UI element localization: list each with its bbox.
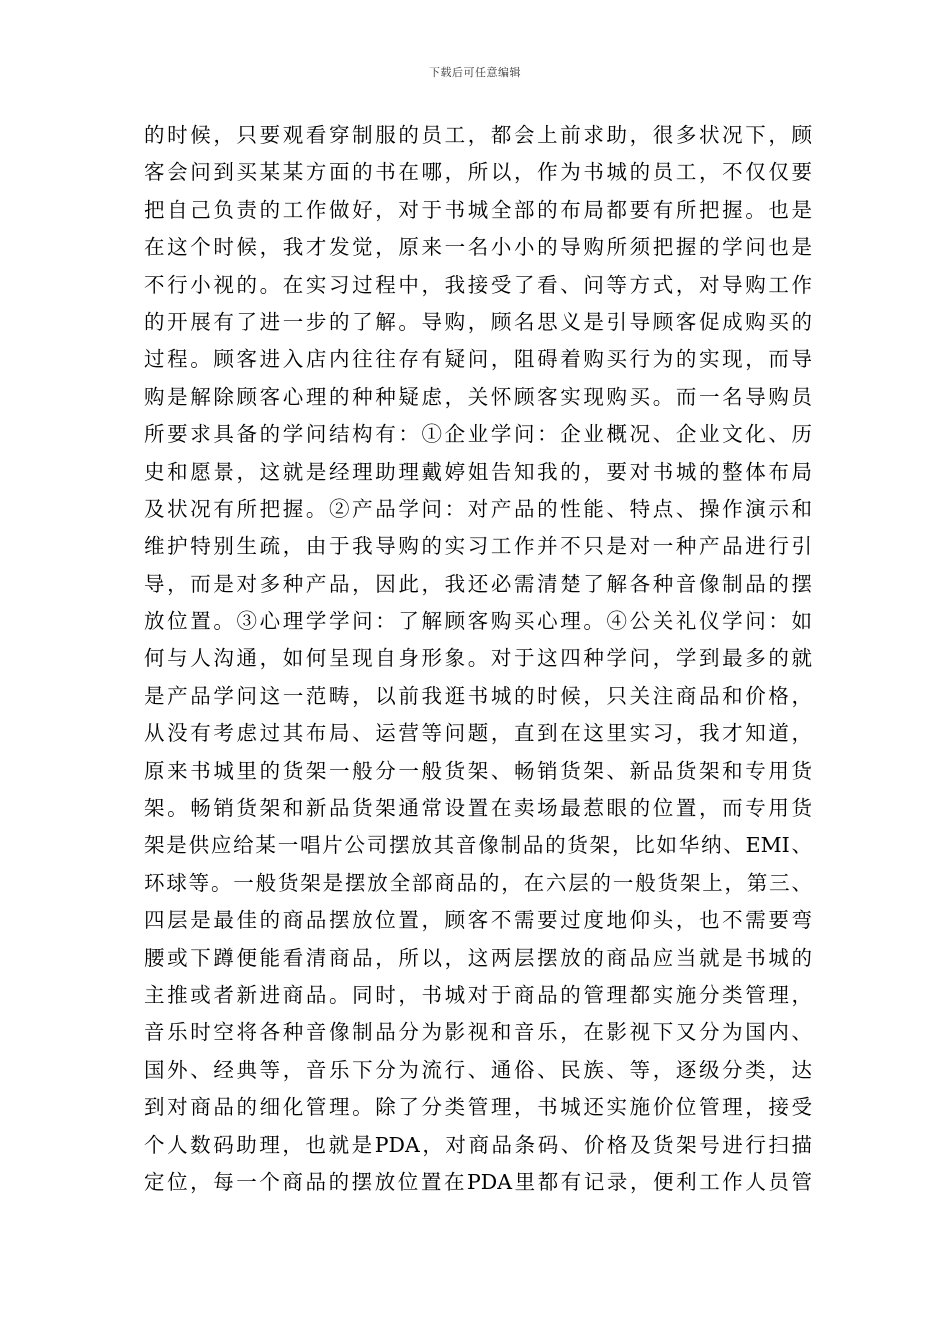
text-line: 过程。顾客进入店内往往存有疑问，阻碍着购买行为的实现，而导 <box>144 347 812 372</box>
text-line: 及状况有所把握。②产品学问：对产品的性能、特点、操作演示和 <box>144 496 812 521</box>
text-line: 的开展有了进一步的了解。导购，顾名思义是引导顾客促成购买的 <box>144 309 812 334</box>
text-line: 音乐时空将各种音像制品分为影视和音乐，在影视下又分为国内、 <box>144 1020 812 1045</box>
text-line: 个人数码助理，也就是PDA，对商品条码、价格及货架号进行扫描 <box>144 1132 812 1157</box>
text-line: 到对商品的细化管理。除了分类管理，书城还实施价位管理，接受 <box>144 1095 812 1120</box>
text-line: 客会问到买某某方面的书在哪，所以，作为书城的员工，不仅仅要 <box>144 160 812 185</box>
text-line: 原来书城里的货架一般分一般货架、畅销货架、新品货架和专用货 <box>144 758 812 783</box>
text-line: 主推或者新进商品。同时，书城对于商品的管理都实施分类管理， <box>144 982 812 1007</box>
text-line: 架。畅销货架和新品货架通常设置在卖场最惹眼的位置，而专用货 <box>144 796 812 821</box>
page-header: 下载后可任意编辑 <box>429 66 521 79</box>
text-line: 环球等。一般货架是摆放全部商品的，在六层的一般货架上，第三、 <box>144 870 812 895</box>
body-text <box>144 117 812 1201</box>
text-line: 四层是最佳的商品摆放位置，顾客不需要过度地仰头，也不需要弯 <box>144 908 812 933</box>
text-line: 国外、经典等，音乐下分为流行、通俗、民族、等，逐级分类，达 <box>144 1057 812 1082</box>
text-line: 导，而是对多种产品，因此，我还必需清楚了解各种音像制品的摆 <box>144 571 812 596</box>
text-line: 从没有考虑过其布局、运营等问题，直到在这里实习，我才知道， <box>144 721 812 746</box>
text-line: 架是供应给某一唱片公司摆放其音像制品的货架，比如华纳、EMI、 <box>144 833 812 858</box>
text-line: 放位置。③心理学学问：了解顾客购买心理。④公关礼仪学问：如 <box>144 609 812 634</box>
text-line: 在这个时候，我才发觉，原来一名小小的导购所须把握的学问也是 <box>144 235 812 260</box>
text-line: 不行小视的。在实习过程中，我接受了看、问等方式，对导购工作 <box>144 272 812 297</box>
text-line: 何与人沟通，如何呈现自身形象。对于这四种学问，学到最多的就 <box>144 646 812 671</box>
text-line: 的时候，只要观看穿制服的员工，都会上前求助，很多状况下，顾 <box>144 123 812 147</box>
text-line: 定位，每一个商品的摆放位置在PDA里都有记录，便利工作人员管 <box>144 1169 812 1194</box>
text-line: 维护特别生疏，由于我导购的实习工作并不只是对一种产品进行引 <box>144 534 812 559</box>
text-line: 把自己负责的工作做好，对于书城全部的布局都要有所把握。也是 <box>144 197 812 222</box>
text-line: 所要求具备的学问结构有：①企业学问：企业概况、企业文化、历 <box>144 422 812 447</box>
text-line: 是产品学问这一范畴，以前我逛书城的时候，只关注商品和价格， <box>144 683 812 708</box>
text-line: 腰或下蹲便能看清商品，所以，这两层摆放的商品应当就是书城的 <box>144 945 812 970</box>
text-line: 史和愿景，这就是经理助理戴婷姐告知我的，要对书城的整体布局 <box>144 459 812 484</box>
text-line: 购是解除顾客心理的种种疑虑，关怀顾客实现购买。而一名导购员 <box>144 384 812 409</box>
